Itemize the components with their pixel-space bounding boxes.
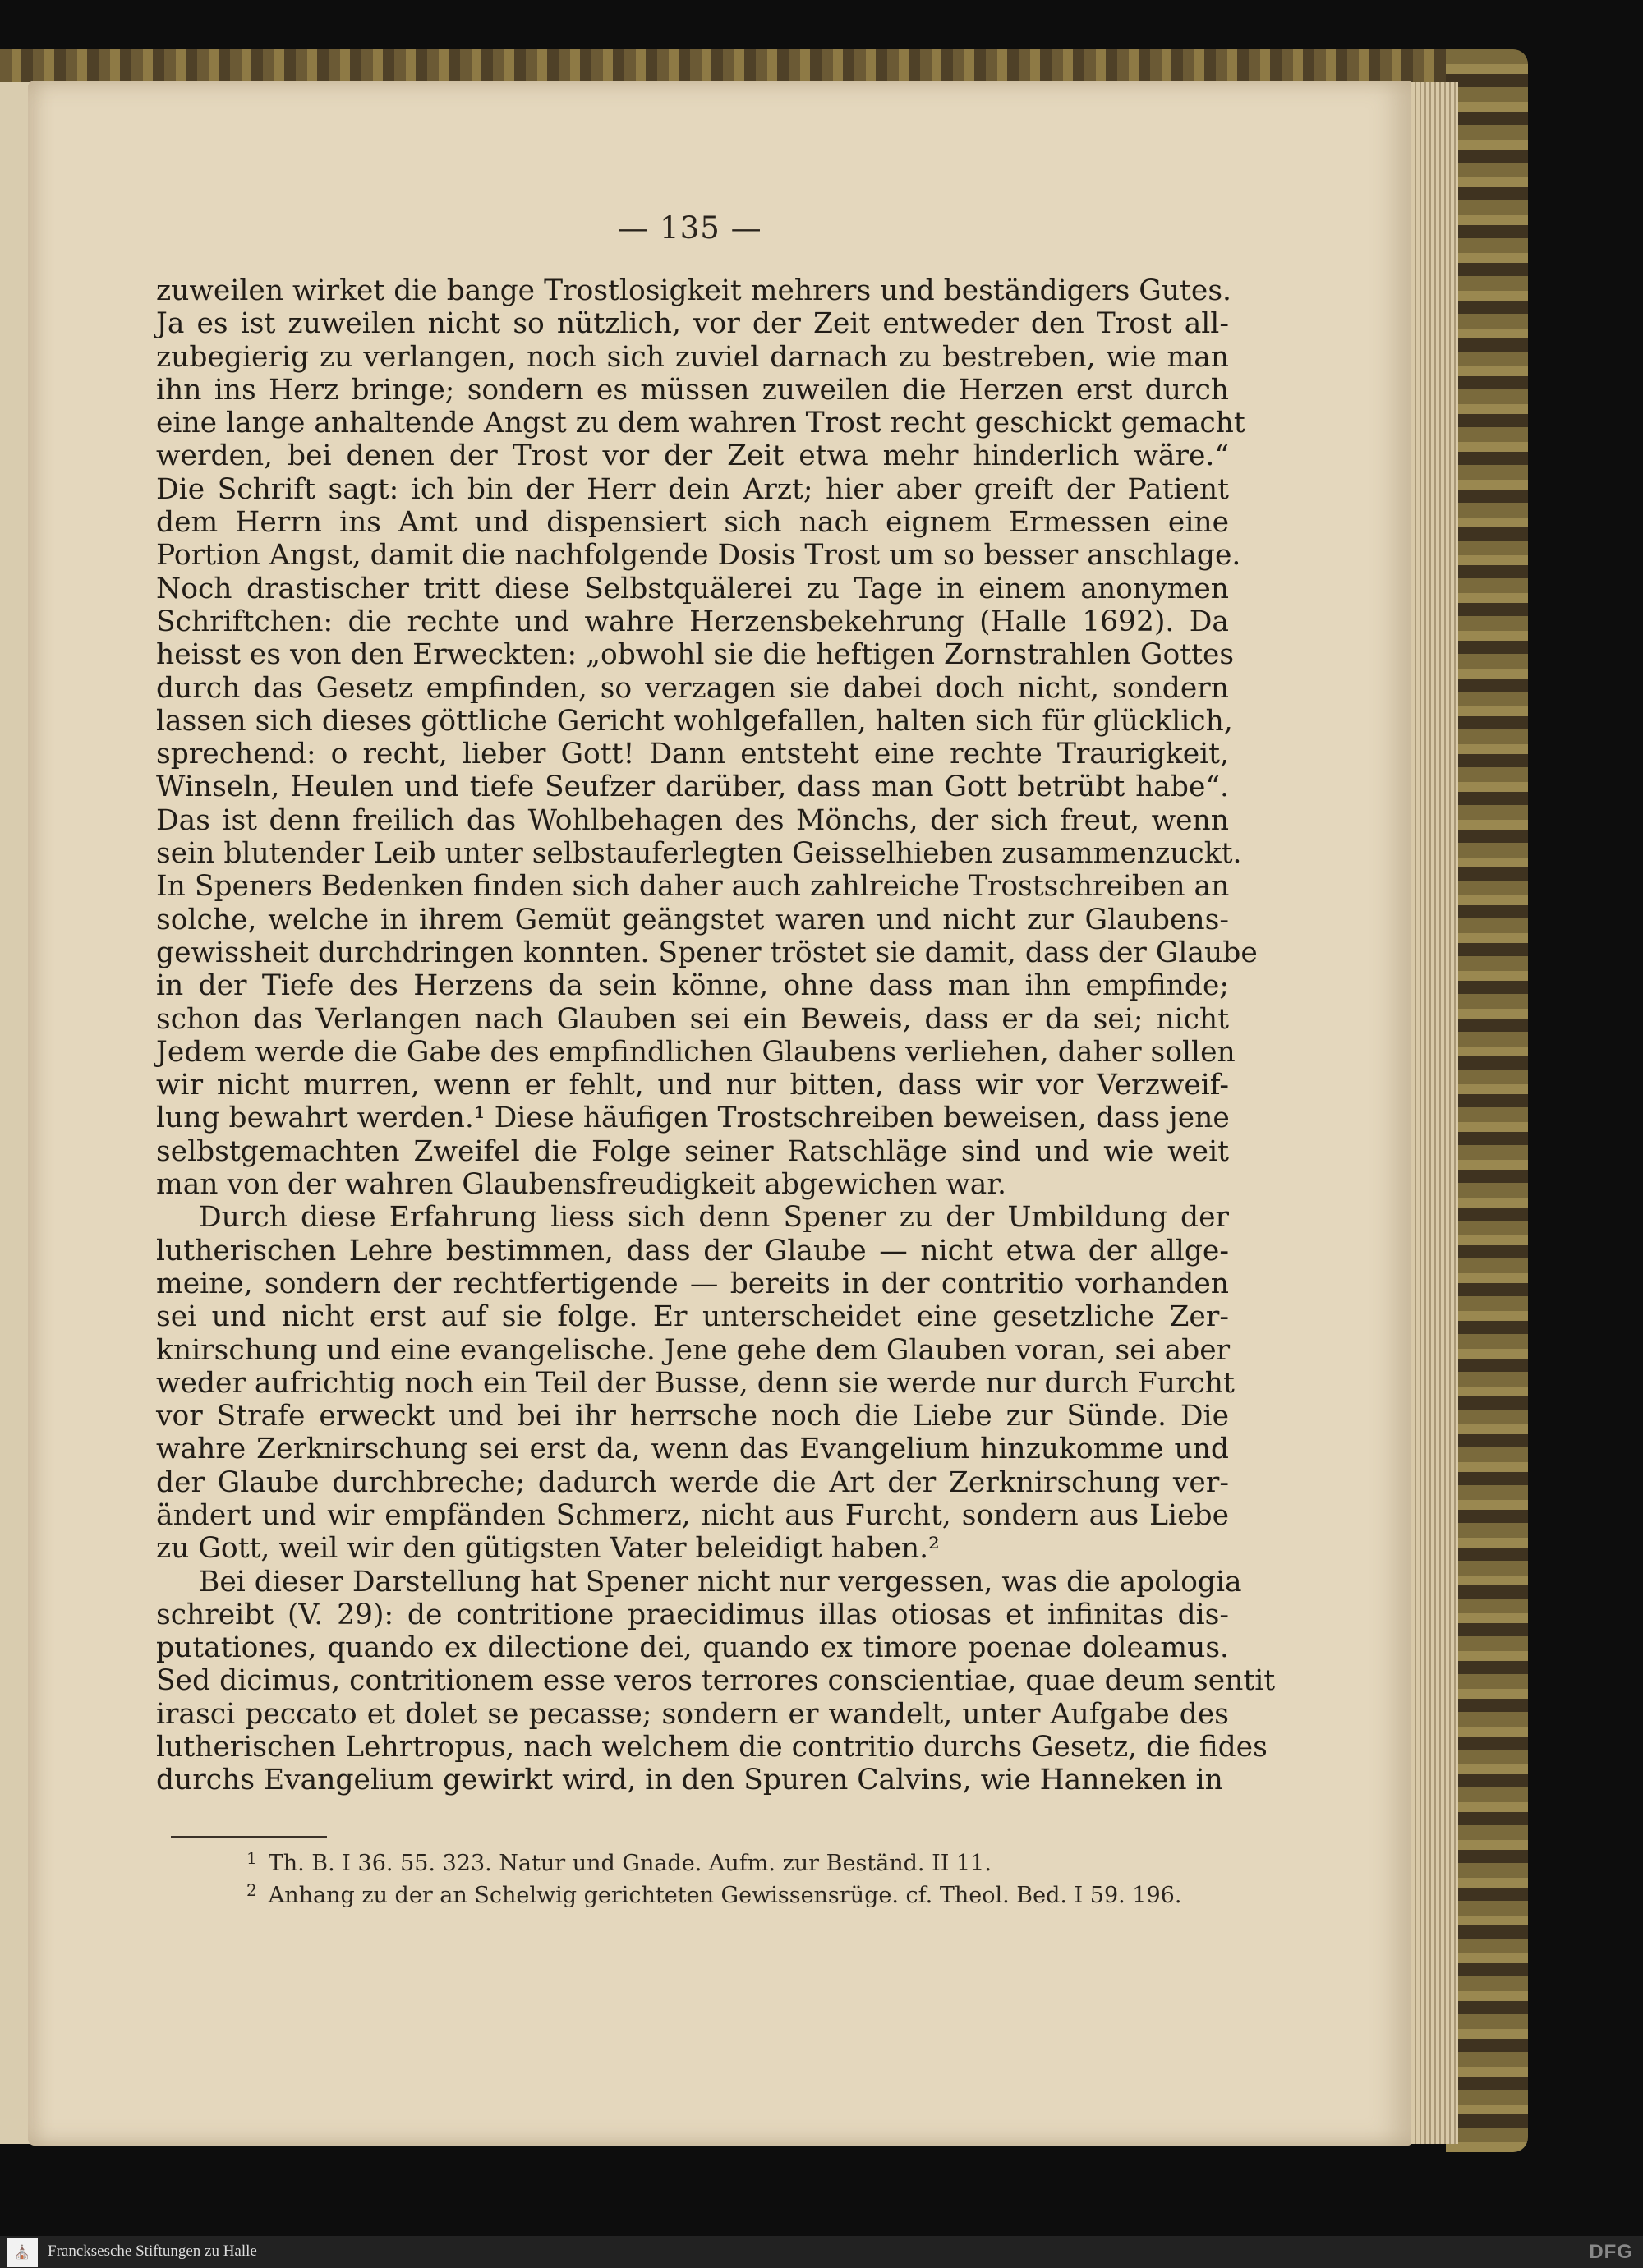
text-line: lassen sich dieses göttliche Gericht wohlgefallen, halten sich für glücklich, [156, 704, 1233, 738]
viewer-footer-bar [0, 2236, 1643, 2268]
text-line: solche, welche in ihrem Gemüt geängstet waren und nicht zur Glaubens- [156, 903, 1229, 936]
text-line: Durch diese Erfahrung liess sich denn Spener zu der Umbildung der [199, 1201, 1229, 1235]
text-line: Noch drastischer tritt diese Selbstquälerei zu Tage in einem anonymen [156, 572, 1229, 605]
text-line: durch das Gesetz empfinden, so verzagen sie dabei doch nicht, sondern [156, 671, 1229, 705]
text-line: meine, sondern der rechtfertigende — bereits in der contritio vorhanden [156, 1267, 1229, 1300]
book-cover-right [1446, 49, 1528, 2152]
text-line: lung bewahrt werden.¹ Diese häufigen Trostschreiben beweisen, dass jene [156, 1102, 1230, 1135]
text-line: Das ist denn freilich das Wohlbehagen des Mönchs, der sich freut, wenn [156, 803, 1229, 837]
text-line: in der Tiefe des Herzens da sein könne, ohne dass man ihn empfinde; [156, 969, 1229, 1003]
text-line: schreibt (V. 29): de contritione praecidimus illas otiosas et infinitas dis- [156, 1598, 1229, 1631]
text-line: vor Strafe erweckt und bei ihr herrsche noch die Liebe zur Sünde. Die [156, 1400, 1229, 1433]
text-line: sei und nicht erst auf sie folge. Er unterscheidet eine gesetzliche Zer- [156, 1300, 1229, 1334]
text-line: Die Schrift sagt: ich bin der Herr dein Arzt; hier aber greift der Patient [156, 472, 1229, 506]
text-line: zu Gott, weil wir den gütigsten Vater beleidigt haben.² [156, 1532, 940, 1566]
text-line: selbstgemachten Zweifel die Folge seiner Ratschläge sind und wie weit [156, 1134, 1229, 1168]
text-line: Jedem werde die Gabe des empfindlichen Glaubens verliehen, daher sollen [156, 1035, 1236, 1069]
text-line: der Glaube durchbreche; dadurch werde die Art der Zerknirschung ver- [156, 1465, 1229, 1499]
text-line: Winseln, Heulen und tiefe Seufzer darüber, dass man Gott betrübt habe“. [156, 771, 1229, 804]
text-line: zuweilen wirket die bange Trostlosigkeit mehrers und beständigers Gutes. [156, 274, 1232, 307]
dfg-badge: DFG [1589, 2240, 1633, 2263]
text-line: weder aufrichtig noch ein Teil der Busse, denn sie werde nur durch Furcht [156, 1366, 1235, 1400]
footnote [246, 1848, 1249, 1880]
text-line: Ja es ist zuweilen nicht so nützlich, vor der Zeit entweder den Trost all- [156, 307, 1229, 341]
footnote-rule [171, 1836, 327, 1838]
text-line: ändert und wir empfänden Schmerz, nicht aus Furcht, sondern aus Liebe [156, 1498, 1229, 1532]
text-line: In Speners Bedenken finden sich daher auch zahlreiche Trostschreiben an [156, 870, 1230, 904]
text-line: putationes, quando ex dilectione dei, quando ex timore poenae doleamus. [156, 1631, 1229, 1665]
text-line: sprechend: o recht, lieber Gott! Dann entsteht eine rechte Traurigkeit, [156, 738, 1229, 771]
text-line: Sed dicimus, contritionem esse veros terrores conscientiae, quae deum sentit [156, 1664, 1276, 1698]
text-line: irasci peccato et dolet se pecasse; sondern er wandelt, unter Aufgabe des [156, 1697, 1229, 1731]
footnote-mark: 2 [246, 1880, 257, 1900]
body-text [156, 274, 1276, 1797]
text-line: gewissheit durchdringen konnten. Spener tröstet sie damit, dass der Glaube [156, 936, 1258, 969]
text-line: Schriftchen: die rechte und wahre Herzensbekehrung (Halle 1692). Da [156, 605, 1229, 638]
text-line: werden, bei denen der Trost vor der Zeit etwa mehr hinderlich wäre.“ [156, 439, 1229, 473]
institution-name: Francksesche Stiftungen zu Halle [48, 2243, 257, 2260]
footnote-mark: 1 [246, 1848, 257, 1868]
text-line: Portion Angst, damit die nachfolgende Dosis Trost um so besser anschlage. [156, 539, 1241, 573]
text-line: lutherischen Lehrtropus, nach welchem die contritio durchs Gesetz, die fides [156, 1731, 1268, 1764]
text-line: ihn ins Herz bringe; sondern es müssen zuweilen die Herzen erst durch [156, 373, 1229, 407]
text-line: sein blutender Leib unter selbstauferlegten Geisselhieben zusammenzuckt. [156, 837, 1242, 871]
text-line: dem Herrn ins Amt und dispensiert sich nach eignem Ermessen eine [156, 506, 1229, 540]
text-line: eine lange anhaltende Angst zu dem wahren Trost recht geschickt gemacht [156, 407, 1245, 440]
text-line: schon das Verlangen nach Glauben sei ein Beweis, dass er da sei; nicht [156, 1002, 1229, 1036]
text-line: durchs Evangelium gewirkt wird, in den Spuren Calvins, wie Hanneken in [156, 1764, 1223, 1797]
footnotes [246, 1848, 1249, 1912]
footnote-text: Th. B. I 36. 55. 323. Natur und Gnade. Aufm. zur Beständ. II 11. [268, 1851, 992, 1876]
text-line: zubegierig zu verlangen, noch sich zuviel darnach zu bestreben, wie man [156, 340, 1229, 374]
text-line: Bei dieser Darstellung hat Spener nicht nur vergessen, was die apologia [199, 1565, 1242, 1599]
text-line: heisst es von den Erweckten: „obwohl sie die heftigen Zornstrahlen Gottes [156, 638, 1235, 672]
text-line: man von der wahren Glaubensfreudigkeit abgewichen war. [156, 1168, 1007, 1202]
institution-logo-icon: ⛪ [7, 2238, 38, 2267]
text-line: knirschung und eine evangelische. Jene gehe dem Glauben voran, sei aber [156, 1333, 1231, 1367]
footnote [246, 1880, 1249, 1912]
text-line: wir nicht murren, wenn er fehlt, und nur bitten, dass wir vor Verzweif- [156, 1069, 1229, 1102]
footnote-text: Anhang zu der an Schelwig gerichteten Gewissensrüge. cf. Theol. Bed. I 59. 196. [268, 1883, 1182, 1908]
text-line: wahre Zerknirschung sei erst da, wenn das Evangelium hinzukomme und [156, 1433, 1229, 1466]
page-number: — 135 — [618, 210, 762, 246]
text-line: lutherischen Lehre bestimmen, dass der Glaube — nicht etwa der allge- [156, 1234, 1229, 1267]
